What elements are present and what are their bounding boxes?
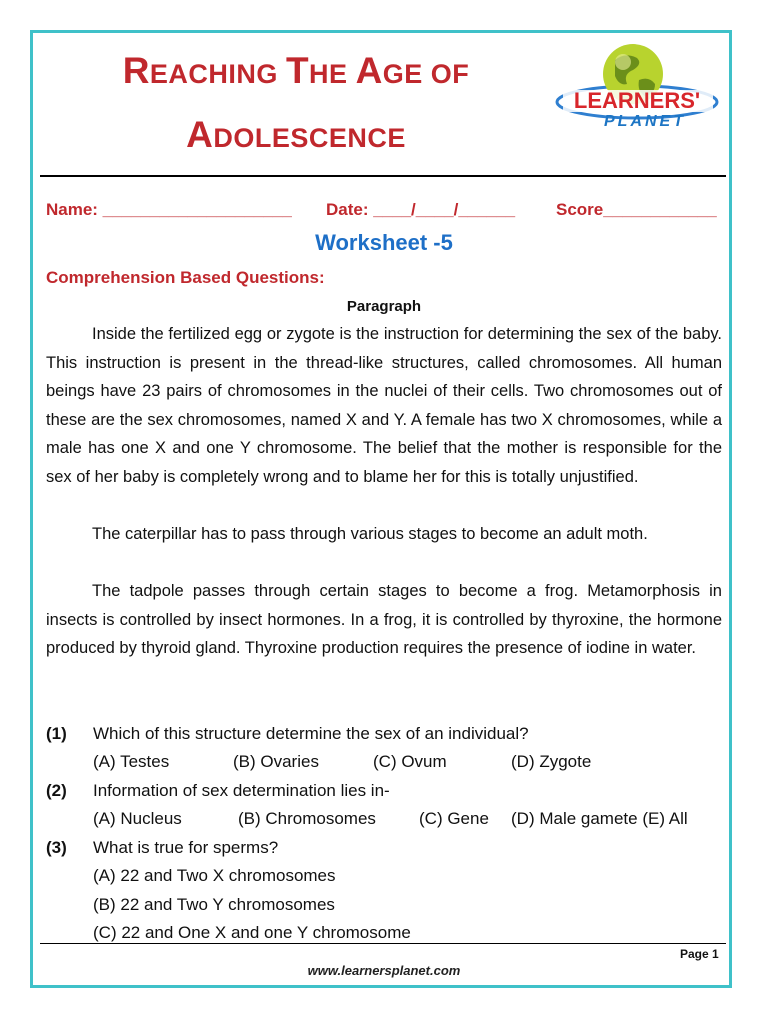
option: (A) 22 and Two X chromosomes [93, 866, 336, 885]
option: (C) Ovum [373, 752, 447, 771]
question-text: Which of this structure determine the sex of an individual? [93, 724, 529, 743]
logo-text-top: LEARNERS' [573, 88, 701, 113]
score-field: Score____________ [556, 200, 717, 219]
worksheet-label: Worksheet -5 [315, 230, 453, 255]
question-text: Information of sex determination lies in- [93, 781, 390, 800]
option: (A) Testes [93, 752, 170, 771]
option: (C) Gene [419, 809, 489, 828]
header-divider [40, 175, 726, 177]
title-line-1: REACHING THE AGE OF [122, 50, 470, 91]
option: (D) Male gamete (E) All [511, 809, 688, 828]
paragraph-3: The tadpole passes through certain stages to become a frog. Metamorphosis in insects is controlled by insect hormones. In a frog, it is controlled by thyroxine, the hormone produced by thyroid gland. Thyroxine production requires the presence of iodine in water. [46, 582, 722, 657]
date-field: Date: ____/____/______ [326, 200, 516, 219]
paragraph-2: The caterpillar has to pass through various stages to become an adult moth. [92, 525, 648, 543]
question-number: (2) [46, 781, 67, 800]
paragraph-1: Inside the fertilized egg or zygote is the instruction for determining the sex of the baby. This instruction is present in the thread-like structures, called chromosomes. All human beings have 23 pairs of chromosomes in the nuclei of their cells. Two chromosomes out of these are the sex chromosomes, named X and Y. A female has two X chromosomes, while a male has one X and one Y chromosome. The belief that the mother is responsible for the sex of her baby is completely wrong and to blame her for this is totally unjustified. [46, 325, 722, 486]
option: (D) Zygote [511, 752, 592, 771]
footer-divider [40, 943, 726, 944]
globe-logo-icon [553, 40, 721, 132]
option: (C) 22 and One X and one Y chromosome [93, 923, 411, 942]
footer-url: www.learnersplanet.com [307, 963, 461, 978]
option: (B) Chromosomes [238, 809, 376, 828]
paragraph-heading: Paragraph [346, 298, 422, 315]
title-line-2: ADOLESCENCE [186, 114, 406, 155]
question-number: (3) [46, 838, 67, 857]
page-number: Page 1 [680, 947, 719, 961]
question-text: What is true for sperms? [93, 838, 279, 857]
logo-text-bottom: PLANET [604, 113, 686, 130]
option: (A) Nucleus [93, 809, 182, 828]
option: (B) Ovaries [233, 752, 319, 771]
option: (B) 22 and Two Y chromosomes [93, 895, 335, 914]
section-title: Comprehension Based Questions: [46, 268, 325, 287]
question-number: (1) [46, 724, 67, 743]
name-field: Name: ____________________ [46, 200, 292, 219]
